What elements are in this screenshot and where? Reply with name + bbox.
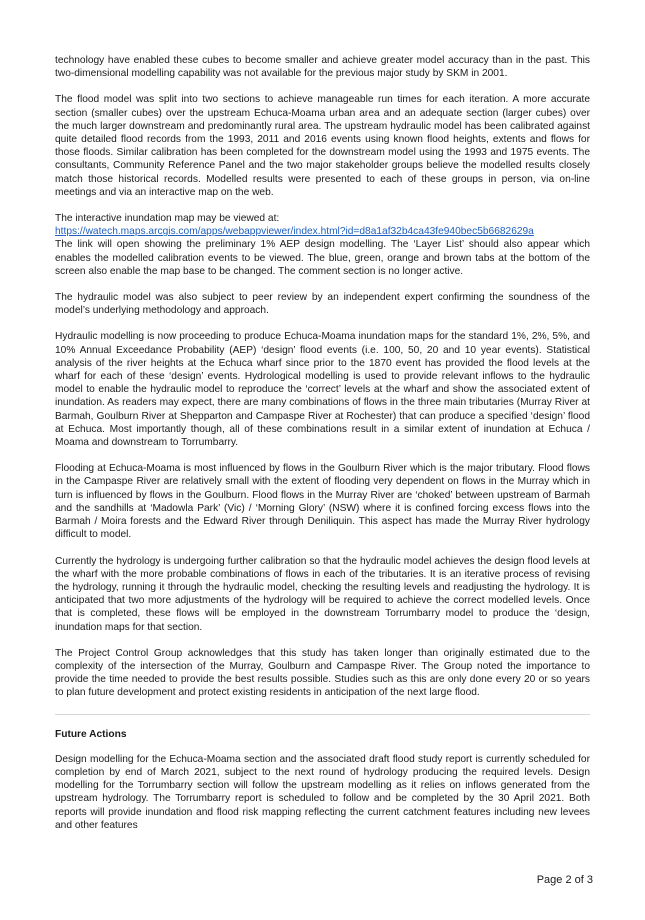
interactive-map-link[interactable]: https://watech.maps.arcgis.com/apps/webappviewer/index.html?id=d8a1af32b4ca43fe940bec5b6682629a: [55, 226, 534, 238]
section-divider: [55, 714, 590, 715]
paragraph-flooding-influence: Flooding at Echuca-Moama is most influenced by flows in the Goulburn River which is the major tributary. Flood flows in the Campaspe River are relatively small with the extent of flooding very dependent on flows in the Murray which in turn is influenced by flows in the Goulburn. Flood flows in the Murray River are ‘choked’ between upstream of Barmah and the sandhills at ‘Madowla Park’ (Vic) / ‘Morning Glory’ (NSW) where it is confined forcing excess flows into the Barmah / Moira forests and the Edward River through Deniliquin. This aspect has made the Murray River hydrology difficult to model.: [55, 463, 590, 541]
paragraph-map-intro: The interactive inundation map may be viewed at:: [55, 213, 280, 225]
paragraph-hydrology-calibration: Currently the hydrology is undergoing further calibration so that the hydraulic model achieves the design flood levels at the wharf with the more probable combinations of flows in each of the tributaries. It is an iterative process of revising the hydrology, running it through the hydraulic model, checking the resulting levels and readjusting the hydrology. It is anticipated that two more adjustments of the hydrology will be required to achieve the correct modelled levels. Once that is completed, these flows will be employed in the downstream Torrumbarry model to produce the ‘design, inundation maps for that section.: [55, 555, 590, 633]
paragraph-hydraulic-modelling: Hydraulic modelling is now proceeding to produce Echuca-Moama inundation maps for the standard 1%, 2%, 5%, and 10% Annual Exceedance Probability (AEP) ‘design’ flood events (i.e. 100, 50, 20 and 10 year events). Statistical analysis of the river heights at the Echuca wharf since prior to the 1870 event has provided the flood levels at the wharf for each of these ‘design’ events. Hydrological modelling is used to provide relevant inflows to the hydraulic model to enable the hydraulic model to reproduce the ‘correct’ levels at the wharf and show the associated extent of inundation. As readers may expect, there are many combinations of flows in the three main tributaries (Murray River at Barmah, Goulburn River at Shepparton and Campaspe River at Rochester) that can produce a specified ‘design’ flood at Echuca. Most importantly though, all of these combinations result in a similar extent of inundation at Echuca / Moama and downstream to Torrumbarry.: [55, 331, 590, 449]
paragraph-peer-review: The hydraulic model was also subject to peer review by an independent expert confirming the soundness of the model’s underlying methodology and approach.: [55, 292, 590, 317]
map-link-line: [55, 225, 590, 238]
paragraph-map-instructions: The link will open showing the preliminary 1% AEP design modelling. The ‘Layer List’ should also appear which enables the modelled calibration events to be viewed. The blue, green, orange and brown tabs at the bottom of the screen also enable the map base to be changed. The comment section is no longer active.: [55, 239, 590, 277]
paragraph-future-actions: Design modelling for the Echuca-Moama section and the associated draft flood study report is currently scheduled for completion by end of March 2021, subject to the next round of hydrology producing the required levels. Design modelling for the Torrumbarry section will follow the upstream modelling as it relies on inflows generated from the upstream hydrology. The Torrumbarry report is scheduled to follow and be completed by the 30 April 2021. Both reports will provide inundation and flood risk mapping reflecting the current catchment features including new levees and other features: [55, 753, 590, 831]
future-actions-heading: Future Actions: [55, 728, 127, 740]
page-number: Page 2 of 3: [536, 874, 593, 886]
paragraph-model-technology: technology have enabled these cubes to become smaller and achieve greater model accuracy than in the past. This two-dimensional modelling capability was not available for the previous major study by SKM in 2001.: [55, 55, 590, 80]
paragraph-model-split: The flood model was split into two sections to achieve manageable run times for each iteration. A more accurate section (smaller cubes) over the upstream Echuca-Moama urban area and an adequate section (larger cubes) over the much larger downstream and predominantly rural area. The upstream hydraulic model has been calibrated against quite detailed flood records from the 1993, 2011 and 2016 events using known flood heights, extents and flows for those floods. Similar calibration has been completed for the downstream model using the 1993 and 1975 events. The consultants, Community Reference Panel and the two major stakeholder groups believe the modelled results closely match those historical records. Modelled results were presented to each of these groups in person, via on-line meetings and via an interactive map on the web.: [55, 94, 590, 198]
paragraph-project-control-group: The Project Control Group acknowledges that this study has taken longer than originally estimated due to the complexity of the intersection of the Murray, Goulburn and Campaspe River. The Group noted the importance to provide the time needed to provide the best results possible. Studies such as this are only done every 20 or so years to plan future development and protect existing residents in anticipation of the next large flood.: [55, 647, 590, 699]
page-content: [55, 54, 590, 845]
